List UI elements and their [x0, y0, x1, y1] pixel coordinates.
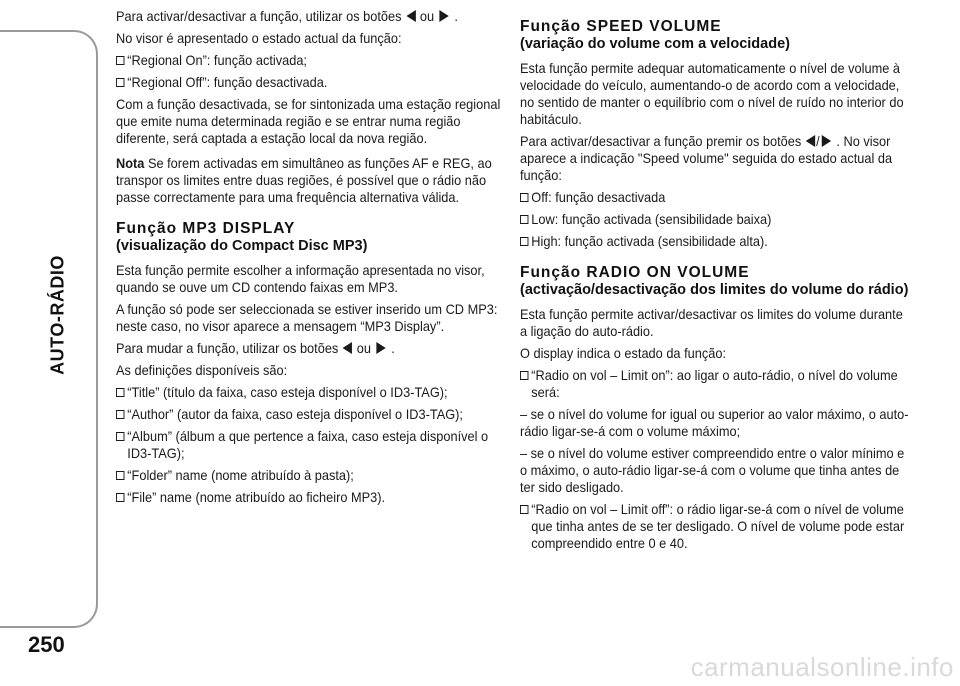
checkbox-bullet-icon — [116, 56, 124, 65]
list-item: “Author” (autor da faixa, caso esteja disponível o ID3-TAG); — [116, 406, 505, 423]
list-item: High: função activada (sensibilidade alta). — [520, 233, 909, 250]
left-column — [116, 8, 506, 511]
paragraph: Esta função permite adequar automaticamente o nível de volume à velocidade do veículo, aumentando-o de acordo com a velocidade, no sentido de manter o equilíbrio com o nível de ruído no interior do habitáculo. — [520, 61, 904, 127]
paragraph: Para activar/desactivar a função, utilizar os botões ou . — [116, 9, 458, 24]
right-column — [520, 8, 910, 557]
paragraph: O display indica o estado da função: — [520, 346, 727, 361]
note: Nota Se forem activadas em simultâneo as funções AF e REG, ao transpor os limites entre duas regiões, é possível que o rádio não passe correctamente para uma frequência alternativa válida. — [116, 156, 492, 205]
page-number: 250 — [28, 632, 65, 657]
list-item: “Title” (título da faixa, caso esteja disponível o ID3-TAG); — [116, 384, 505, 401]
checkbox-bullet-icon — [520, 237, 528, 246]
section-subheading: (visualização do Compact Disc MP3) — [116, 238, 368, 254]
checkbox-bullet-icon — [520, 215, 528, 224]
section-subheading: (variação do volume com a velocidade) — [520, 36, 790, 52]
checkbox-bullet-icon — [520, 193, 528, 202]
checkbox-bullet-icon — [116, 471, 124, 480]
list-item: “Regional Off”: função desactivada. — [116, 74, 505, 91]
watermark: carmanualsonline.info — [690, 652, 954, 682]
right-arrow-icon — [822, 135, 831, 147]
list-item: “Radio on vol – Limit on”: ao ligar o auto-rádio, o nível do volume será: — [520, 367, 909, 401]
checkbox-bullet-icon — [116, 78, 124, 87]
left-arrow-icon — [343, 342, 352, 354]
right-arrow-icon — [440, 10, 449, 22]
paragraph: No visor é apresentado o estado actual da função: — [116, 31, 402, 46]
checkbox-bullet-icon — [520, 371, 528, 380]
section-heading: Função SPEED VOLUME — [520, 18, 722, 35]
section-subheading: (activação/desactivação dos limites do volume do rádio) — [520, 282, 909, 298]
list-item: “Folder” name (nome atribuído à pasta); — [116, 467, 505, 484]
paragraph: – se o nível do volume estiver compreendido entre o valor mínimo e o máximo, o auto-rádio ligar-se-á com o volume que tinha antes de ter sido desligado. — [520, 446, 905, 495]
paragraph: Para activar/desactivar a função premir os botões / . No visor aparece a indicação "Speed volume" seguida do estado actual da função: — [520, 134, 893, 183]
left-arrow-icon — [406, 10, 415, 22]
paragraph: Com a função desactivada, se for sintonizada uma estação regional que emite numa determinada região e se entrar numa região diferente, será captada a estação local da nova região. — [116, 97, 501, 146]
checkbox-bullet-icon — [116, 410, 124, 419]
paragraph: Esta função permite escolher a informação apresentada no visor, quando se ouve um CD contendo faixas em MP3. — [116, 263, 485, 295]
list-item: Off: função desactivada — [520, 189, 909, 206]
list-item: “Regional On”: função activada; — [116, 52, 505, 69]
right-arrow-icon — [376, 342, 385, 354]
paragraph: As definições disponíveis são: — [116, 363, 288, 378]
section-heading: Função RADIO ON VOLUME — [520, 264, 750, 281]
checkbox-bullet-icon — [116, 432, 124, 441]
list-item: “Album” (álbum a que pertence a faixa, caso esteja disponível o ID3-TAG); — [116, 428, 505, 462]
paragraph: Para mudar a função, utilizar os botões ou . — [116, 341, 395, 356]
checkbox-bullet-icon — [520, 505, 528, 514]
paragraph: – se o nível do volume for igual ou superior ao valor máximo, o auto-rádio ligar-se-á com o volume máximo; — [520, 407, 909, 439]
list-item: Low: função activada (sensibilidade baixa) — [520, 211, 909, 228]
paragraph: A função só pode ser seleccionada se estiver inserido um CD MP3: neste caso, no visor aparece a mensagem “MP3 Display”. — [116, 302, 498, 334]
section-label: AUTO-RÁDIO — [47, 255, 68, 375]
checkbox-bullet-icon — [116, 388, 124, 397]
list-item: “Radio on vol – Limit off”: o rádio ligar-se-á com o nível de volume que tinha antes de se ter desligado. O nível de volume pode estar compreendido entre 0 e 40. — [520, 501, 909, 552]
checkbox-bullet-icon — [116, 493, 124, 502]
list-item: “File” name (nome atribuído ao ficheiro MP3). — [116, 489, 505, 506]
section-heading: Função MP3 DISPLAY — [116, 220, 296, 237]
paragraph: Esta função permite activar/desactivar os limites do volume durante a ligação do auto-rádio. — [520, 307, 903, 339]
left-arrow-icon — [806, 135, 815, 147]
